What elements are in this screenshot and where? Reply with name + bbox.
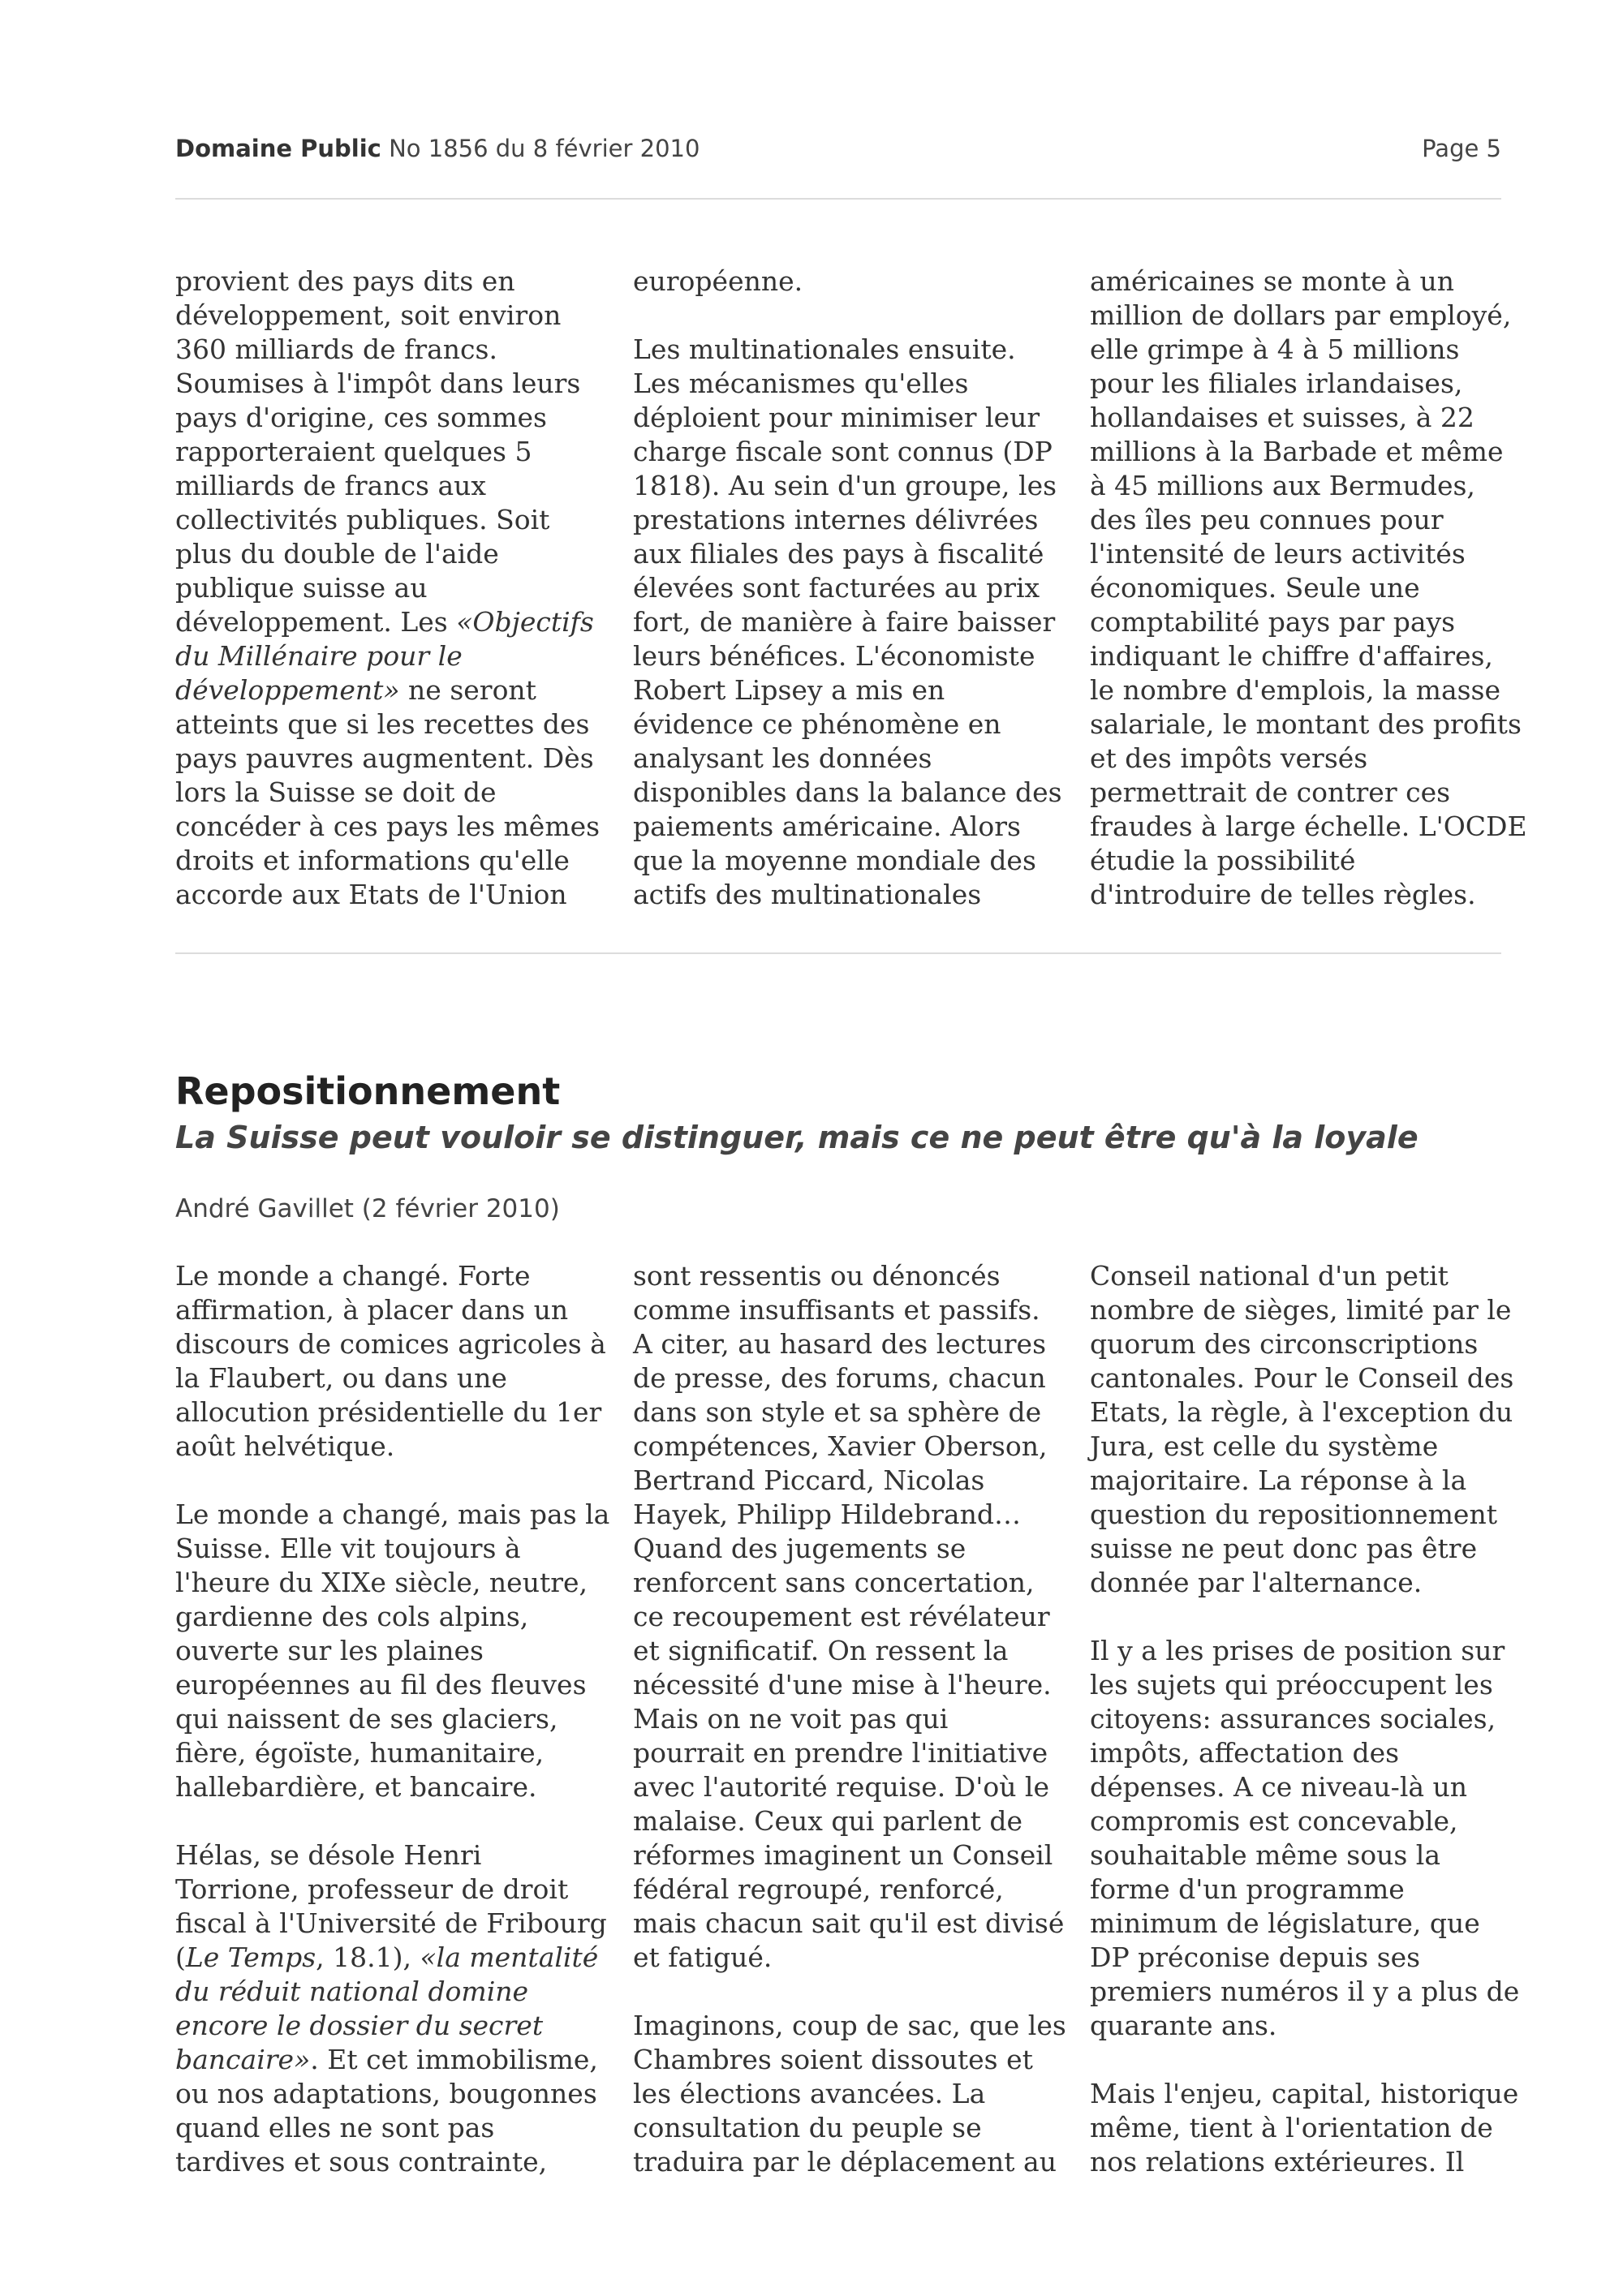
paragraph: Il y a les prises de position sur les sujets qui préoccupent les citoyens: assurances sociales, impôts, affectation des dépenses. A ce niveau-là un compromis est concevable, souhaitable même sous la forme d'un programme minimum de législature, que DP préconise depuis ses premiers numéros il y a plus de quarante ans.	[1090, 1635, 1520, 2041]
article-subtitle: La Suisse peut vouloir se distinguer, mais ce ne peut être qu'à la loyale	[175, 1120, 1419, 1155]
paragraph: européenne.	[633, 265, 803, 297]
text-column-1	[175, 264, 618, 912]
text-column-2	[633, 264, 1075, 912]
paragraph: Les multinationales ensuite. Les mécanismes qu'elles déploient pour minimiser leur charge fiscale sont connus (DP 1818). Au sein d'un groupe, les prestations internes délivrées aux filiales des pays à fiscalité élevées sont facturées au prix fort, de manière à faire baisser leurs bénéfices. L'économiste Robert Lipsey a mis en évidence ce phénomène en analysant les données disponibles dans la balance des paiements américaine. Alors que la moyenne mondiale des actifs des multinationales	[633, 333, 1062, 910]
paragraph: Hélas, se désole Henri Torrione, professeur de droit fiscal à l'Université de Fribourg (Le Temps, 18.1), «la mentalité du réduit national domine encore le dossier du secret bancaire». Et cet immobilisme, ou nos adaptations, bougonnes quand elles ne sont pas tardives et sous contrainte,	[175, 1839, 607, 2178]
issue-info: No 1856 du 8 février 2010	[389, 135, 700, 162]
paragraph: Mais l'enjeu, capital, historique même, tient à l'orientation de nos relations extérieures. Il	[1090, 2078, 1519, 2178]
paragraph: provient des pays dits en développement, soit environ 360 milliards de francs. Soumises à l'impôt dans leurs pays d'origine, ces sommes rapporteraient quelques 5 milliards de francs aux collectivités publiques. Soit plus du double de l'aide publique suisse au développement. Les «Objectifs du Millénaire pour le développement» ne seront atteints que si les recettes des pays pauvres augmentent. Dès lors la Suisse se doit de concéder à ces pays les mêmes droits et informations qu'elle accorde aux Etats de l'Union	[175, 265, 601, 910]
paragraph: américaines se monte à un million de dollars par employé, elle grimpe à 4 à 5 millions pour les filiales irlandaises, hollandaises et suisses, à 22 millions à la Barbade et même à 45 millions aux Bermudes, des îles peu connues pour l'intensité de leurs activités économiques. Seule une comptabilité pays par pays indiquant le chiffre d'affaires, le nombre d'emplois, la masse salariale, le montant des profits et des impôts versés permettrait de contrer ces fraudes à large échelle. L'OCDE étudie la possibilité d'introduire de telles règles.	[1090, 265, 1527, 910]
text-column-3	[1090, 264, 1532, 912]
page-number: Page 5	[1422, 135, 1501, 162]
article-title: Repositionnement	[175, 1069, 561, 1113]
article-divider	[175, 952, 1501, 954]
text-column-1	[175, 1259, 618, 2179]
publication-name: Domaine Public	[175, 135, 381, 162]
paragraph: sont ressentis ou dénoncés comme insuffisants et passifs. A citer, au hasard des lectures de presse, des forums, chacun dans son style et sa sphère de compétences, Xavier Oberson, Bertrand Piccard, Nicolas Hayek, Philipp Hildebrand… Quand des jugements se renforcent sans concertation, ce recoupement est révélateur et significatif. On ressent la nécessité d'une mise à l'heure. Mais on ne voit pas qui pourrait en prendre l'initiative avec l'autorité requise. D'où le malaise. Ceux qui parlent de réformes imaginent un Conseil fédéral regroupé, renforcé, mais chacun sait qu'il est divisé et fatigué.	[633, 1260, 1065, 1973]
header-divider	[175, 198, 1501, 200]
paragraph: Le monde a changé, mais pas la Suisse. Elle vit toujours à l'heure du XIXe siècle, neutre, gardienne des cols alpins, ouverte sur les plaines européennes au fil des fleuves qui naissent de ses glaciers, fière, égoïste, humanitaire, hallebardière, et bancaire.	[175, 1498, 610, 1803]
page-header	[175, 135, 1501, 170]
text-column-2	[633, 1259, 1075, 2179]
paragraph: Conseil national d'un petit nombre de sièges, limité par le quorum des circonscriptions cantonales. Pour le Conseil des Etats, la règle, à l'exception du Jura, est celle du système majoritaire. La réponse à la question du repositionnement suisse ne peut donc pas être donnée par l'alternance.	[1090, 1260, 1514, 1598]
article-byline: André Gavillet (2 février 2010)	[175, 1194, 560, 1223]
paragraph: Imaginons, coup de sac, que les Chambres soient dissoutes et les élections avancées. La consultation du peuple se traduira par le déplacement au	[633, 2010, 1066, 2178]
paragraph: Le monde a changé. Forte affirmation, à placer dans un discours de comices agricoles à la Flaubert, ou dans une allocution présidentielle du 1er août helvétique.	[175, 1260, 606, 1462]
text-column-3	[1090, 1259, 1532, 2179]
